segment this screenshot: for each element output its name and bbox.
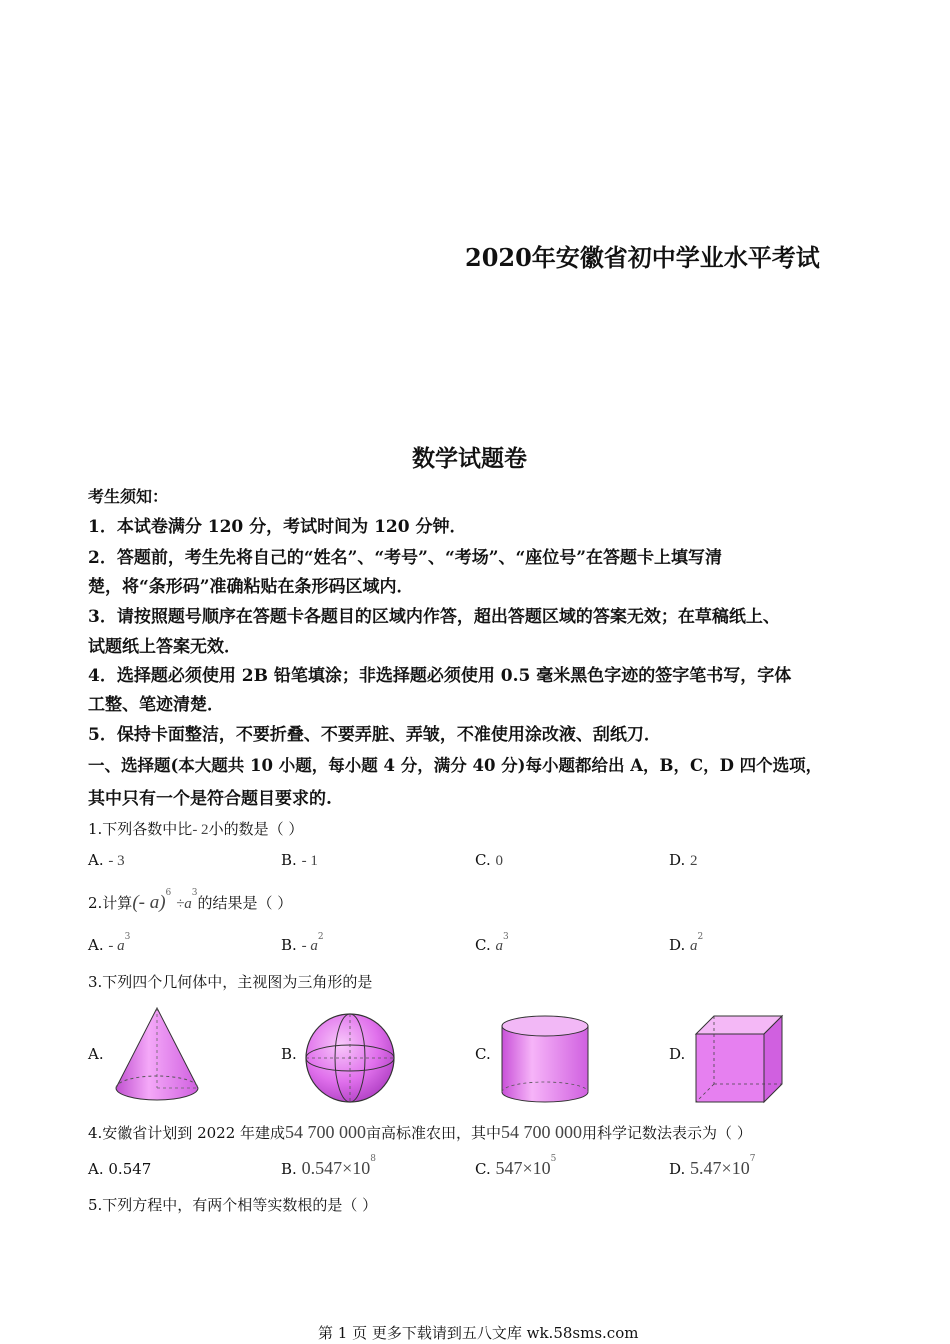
q4-option-b-label: B. — [281, 1160, 297, 1178]
q2-option-a-exp: 3 — [124, 932, 131, 942]
q4-option-d-exp: 7 — [749, 1154, 756, 1164]
q2-option-c-label: C. — [475, 936, 491, 954]
q4-option-d — [669, 1154, 756, 1179]
cube-figure — [692, 1012, 788, 1106]
notice-item-4: 4．选择题必须使用 2B 铅笔填涂；非选择题必须使用 0.5 毫米黑色字迹的签字笔书写，字体 — [88, 666, 792, 686]
q3-stem: 3.下列四个几何体中，主视图为三角形的是 — [88, 973, 373, 991]
q2-stem-pre: 2.计算 — [88, 894, 133, 912]
q2-option-a-base: - a — [108, 938, 125, 954]
sphere-figure — [302, 1010, 398, 1106]
q4-option-d-base: 5.47×10 — [690, 1158, 750, 1178]
q4-option-c-exp: 5 — [550, 1154, 557, 1164]
q1-option-b-label: B. — [281, 851, 297, 869]
q2-option-d-label: D. — [669, 936, 686, 954]
notice-item-1: 1．本试卷满分 120 分，考试时间为 120 分钟． — [88, 517, 467, 537]
q4-option-c-base: 547×10 — [495, 1158, 551, 1178]
cone-figure — [108, 1004, 208, 1106]
q4-stem-mid: 亩高标准农田，其中 — [366, 1124, 502, 1142]
q2-option-a-label: A. — [88, 936, 104, 954]
q4-stem — [88, 1122, 752, 1143]
q3-option-a-label: A. — [88, 1045, 104, 1063]
q1-option-c-value: 0 — [495, 853, 503, 869]
notice-item-4-cont: 工整、笔迹清楚． — [88, 695, 224, 715]
notice-item-2: 2．答题前，考生先将自己的“姓名”、“考号”、“考场”、“座位号”在答题卡上填写清 — [88, 548, 723, 568]
q4-option-c-label: C. — [475, 1160, 491, 1178]
notice-item-5: 5．保持卡面整洁，不要折叠、不要弄脏、弄皱，不准使用涂改液、刮纸刀． — [88, 725, 661, 745]
q2-option-a — [88, 932, 131, 955]
q1-stem-post: 小的数是（ ） — [208, 820, 304, 838]
q1-option-b — [281, 851, 318, 870]
q3-option-b-label: B. — [281, 1045, 297, 1063]
q1-option-c-label: C. — [475, 851, 491, 869]
q1-stem-math: - 2 — [192, 822, 209, 838]
q2-stem — [88, 888, 293, 914]
q1-stem — [88, 818, 303, 839]
notice-item-2-cont: 楚，将“条形码”准确粘贴在条形码区域内． — [88, 577, 414, 597]
q4-option-b — [281, 1154, 376, 1179]
notice-heading: 考生须知： — [88, 487, 169, 506]
q2-option-c-base: a — [495, 938, 503, 954]
exam-title: 2020年安徽省初中学业水平考试 — [465, 243, 820, 272]
q1-option-a-value: - 3 — [108, 853, 125, 869]
q4-stem-post: 用科学记数法表示为（ ） — [582, 1124, 752, 1142]
q2-option-d — [669, 932, 704, 955]
notice-item-3: 3．请按照题号顺序在答题卡各题目的区域内作答，超出答题区域的答案无效；在草稿纸上、 — [88, 607, 780, 627]
q4-option-c — [475, 1154, 557, 1179]
q1-option-a — [88, 851, 125, 870]
q1-stem-pre: 1.下列各数中比 — [88, 820, 193, 838]
q4-option-a — [88, 1160, 151, 1178]
paper-subtitle: 数学试题卷 — [412, 445, 527, 472]
q1-option-d-label: D. — [669, 851, 686, 869]
q2-option-b-base: - a — [301, 938, 318, 954]
q4-option-a-value: 0.547 — [108, 1160, 152, 1178]
section1-line2: 其中只有一个是符合题目要求的. — [88, 789, 332, 809]
q1-option-a-label: A. — [88, 851, 104, 869]
q2-stem-post: 的结果是（ ） — [197, 894, 293, 912]
q3-option-d-label: D. — [669, 1045, 686, 1063]
q2-option-b-label: B. — [281, 936, 297, 954]
q5-stem: 5.下列方程中，有两个相等实数根的是（ ） — [88, 1196, 378, 1214]
q2-option-b — [281, 932, 324, 955]
q1-option-d-value: 2 — [690, 853, 698, 869]
cylinder-figure — [498, 1012, 592, 1106]
q4-number-2: 54 700 000 — [501, 1122, 583, 1142]
q2-expr-div: ÷a — [176, 896, 192, 912]
q1-option-d — [669, 851, 698, 870]
q2-expr-exp2: 3 — [191, 888, 198, 898]
q2-expr-exp1: 6 — [165, 888, 172, 898]
q1-option-c — [475, 851, 503, 870]
q2-option-d-exp: 2 — [697, 932, 704, 942]
q2-option-d-base: a — [690, 938, 698, 954]
q4-stem-pre: 4.安徽省计划到 2022 年建成 — [88, 1124, 286, 1142]
q4-option-b-exp: 8 — [370, 1154, 376, 1164]
q4-number: 54 700 000 — [285, 1122, 367, 1142]
q2-option-b-exp: 2 — [317, 932, 324, 942]
page-footer: 第 1 页 更多下载请到五八文库 wk.58sms.com — [318, 1324, 639, 1342]
q2-option-c-exp: 3 — [503, 932, 509, 942]
q2-expr-base: (- a) — [132, 892, 166, 913]
q2-option-c — [475, 932, 509, 955]
q4-option-d-label: D. — [669, 1160, 686, 1178]
q1-option-b-value: - 1 — [301, 853, 318, 869]
notice-item-3-cont: 试题纸上答案无效． — [88, 637, 241, 657]
q4-option-a-label: A. — [88, 1160, 104, 1178]
q4-option-b-base: 0.547×10 — [301, 1158, 371, 1178]
q3-option-c-label: C. — [475, 1045, 491, 1063]
section1-line1: 一、选择题(本大题共 10 小题，每小题 4 分，满分 40 分)每小题都给出 A，B，C，D 四个选项， — [88, 756, 823, 775]
